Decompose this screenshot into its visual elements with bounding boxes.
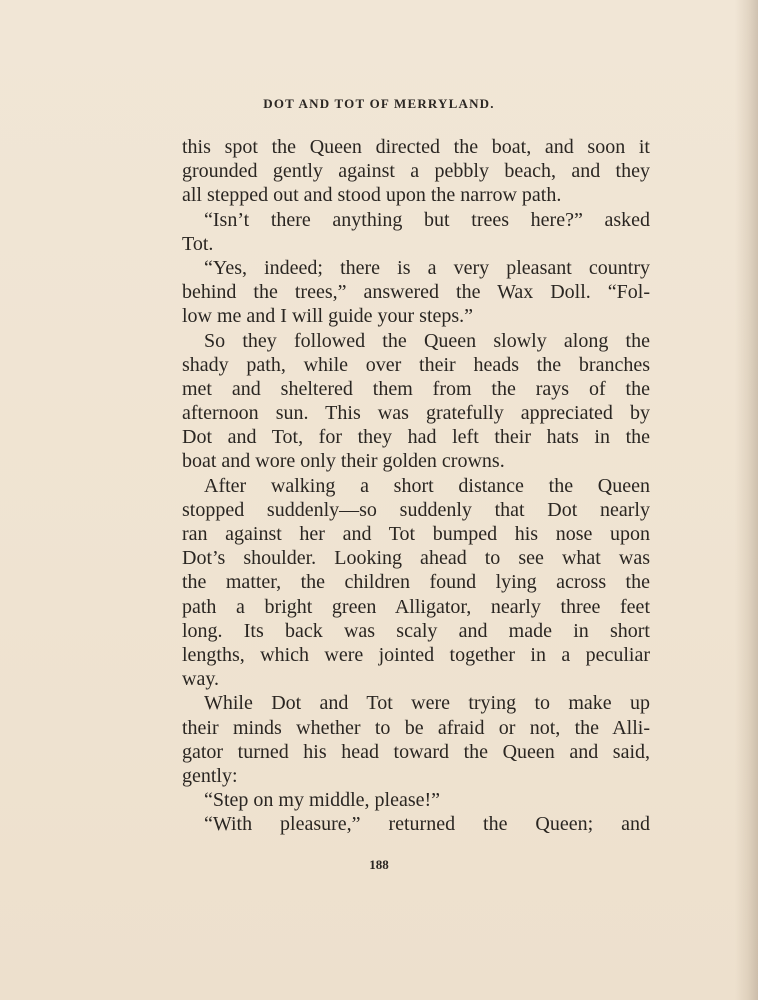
text-line: Dot’s shoulder. Looking ahead to see what was — [182, 547, 650, 570]
text-line: Dot and Tot, for they had left their hats in the — [182, 426, 650, 449]
page-number: 188 — [369, 857, 389, 872]
text-line: Tot. — [182, 232, 214, 255]
text-line: way. — [182, 668, 220, 691]
text-line: gator turned his head toward the Queen and said, — [182, 740, 650, 763]
text-line: lengths, which were jointed together in a peculiar — [182, 643, 650, 666]
text-line: gently: — [182, 764, 238, 787]
text-line: grounded gently against a pebbly beach, and they — [182, 160, 650, 183]
text-line: So they followed the Queen slowly along the — [204, 329, 650, 352]
text-line: path a bright green Alligator, nearly three feet — [182, 595, 650, 618]
text-line: stopped suddenly—so suddenly that Dot nearly — [182, 498, 650, 521]
body-text — [182, 135, 650, 836]
text-line: shady path, while over their heads the branches — [182, 353, 650, 376]
running-head: DOT AND TOT OF MERRYLAND. — [263, 96, 495, 111]
text-line: After walking a short distance the Queen — [204, 474, 650, 497]
text-line: low me and I will guide your steps.” — [182, 305, 474, 328]
text-line: their minds whether to be afraid or not, the Alli- — [182, 716, 650, 739]
text-line: all stepped out and stood upon the narrow path. — [182, 184, 562, 207]
text-line: “Step on my middle, please!” — [204, 789, 441, 812]
text-line: behind the trees,” answered the Wax Doll. “Fol- — [182, 281, 650, 304]
text-line: boat and wore only their golden crowns. — [182, 450, 505, 473]
text-line: afternoon sun. This was gratefully appreciated by — [182, 402, 650, 425]
text-line: “With pleasure,” returned the Queen; and — [204, 813, 650, 836]
text-line: “Yes, indeed; there is a very pleasant country — [204, 256, 650, 279]
text-line: long. Its back was scaly and made in short — [182, 619, 650, 642]
text-line: met and sheltered them from the rays of the — [182, 377, 650, 400]
text-line: ran against her and Tot bumped his nose upon — [182, 523, 650, 545]
text-line: “Isn’t there anything but trees here?” asked — [204, 208, 650, 231]
text-line: this spot the Queen directed the boat, and soon it — [182, 136, 650, 158]
text-line: While Dot and Tot were trying to make up — [204, 692, 650, 715]
text-line: the matter, the children found lying across the — [182, 571, 650, 594]
